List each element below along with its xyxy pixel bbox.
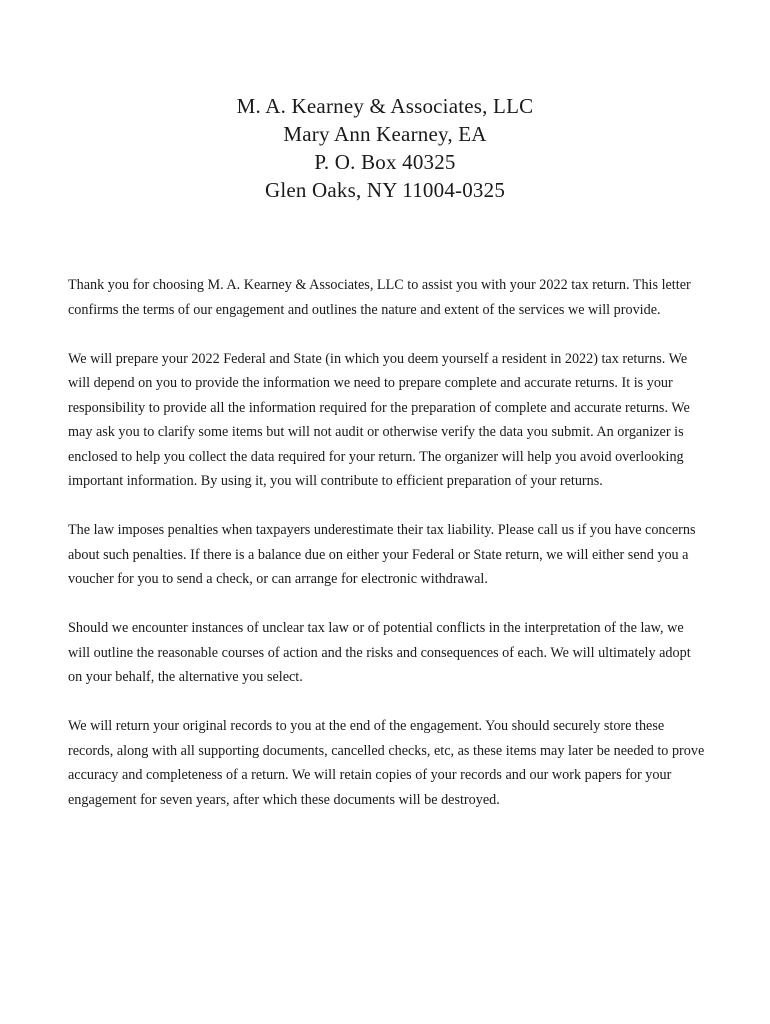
letterhead: [0, 92, 770, 204]
paragraph-unclear-law: Should we encounter instances of unclear tax law or of potential conflicts in the interpretation of the law, we will outline the reasonable courses of action and the risks and consequences of each. We will ultimately adopt on your behalf, the alternative you select.: [68, 620, 691, 685]
paragraph-penalties: The law imposes penalties when taxpayers underestimate their tax liability. Please call us if you have concerns about such penalties. If there is a balance due on either your Federal or State return, we will either send you a voucher for you to send a check, or can arrange for electronic withdrawal.: [68, 522, 696, 587]
letter-body: [68, 273, 708, 837]
paragraph-intro: Thank you for choosing M. A. Kearney & Associates, LLC to assist you with your 2022 tax return. This letter confirms the terms of our engagement and outlines the nature and extent of the services we will provide.: [68, 277, 691, 318]
paragraph-records: We will return your original records to you at the end of the engagement. You should securely store these records, along with all supporting documents, cancelled checks, etc, as these items may later be needed to prove accuracy and completeness of a return. We will retain copies of your records and our work papers for your engagement for seven years, after which these documents will be destroyed.: [68, 718, 705, 808]
principal-name: Mary Ann Kearney, EA: [283, 122, 487, 146]
firm-name: M. A. Kearney & Associates, LLC: [236, 94, 534, 118]
paragraph-preparation: We will prepare your 2022 Federal and State (in which you deem yourself a resident in 2022) tax returns. We will depend on you to provide the information we need to prepare complete and accurate returns. It is your responsibility to provide all the information required for the preparation of complete and accurate returns. We may ask you to clarify some items but will not audit or otherwise verify the data you submit. An organizer is enclosed to help you collect the data required for your return. The organizer will help you avoid overlooking important information. By using it, you will contribute to efficient preparation of your returns.: [68, 350, 690, 489]
city-state-zip: Glen Oaks, NY 11004-0325: [264, 178, 506, 202]
po-box: P. O. Box 40325: [314, 150, 456, 174]
